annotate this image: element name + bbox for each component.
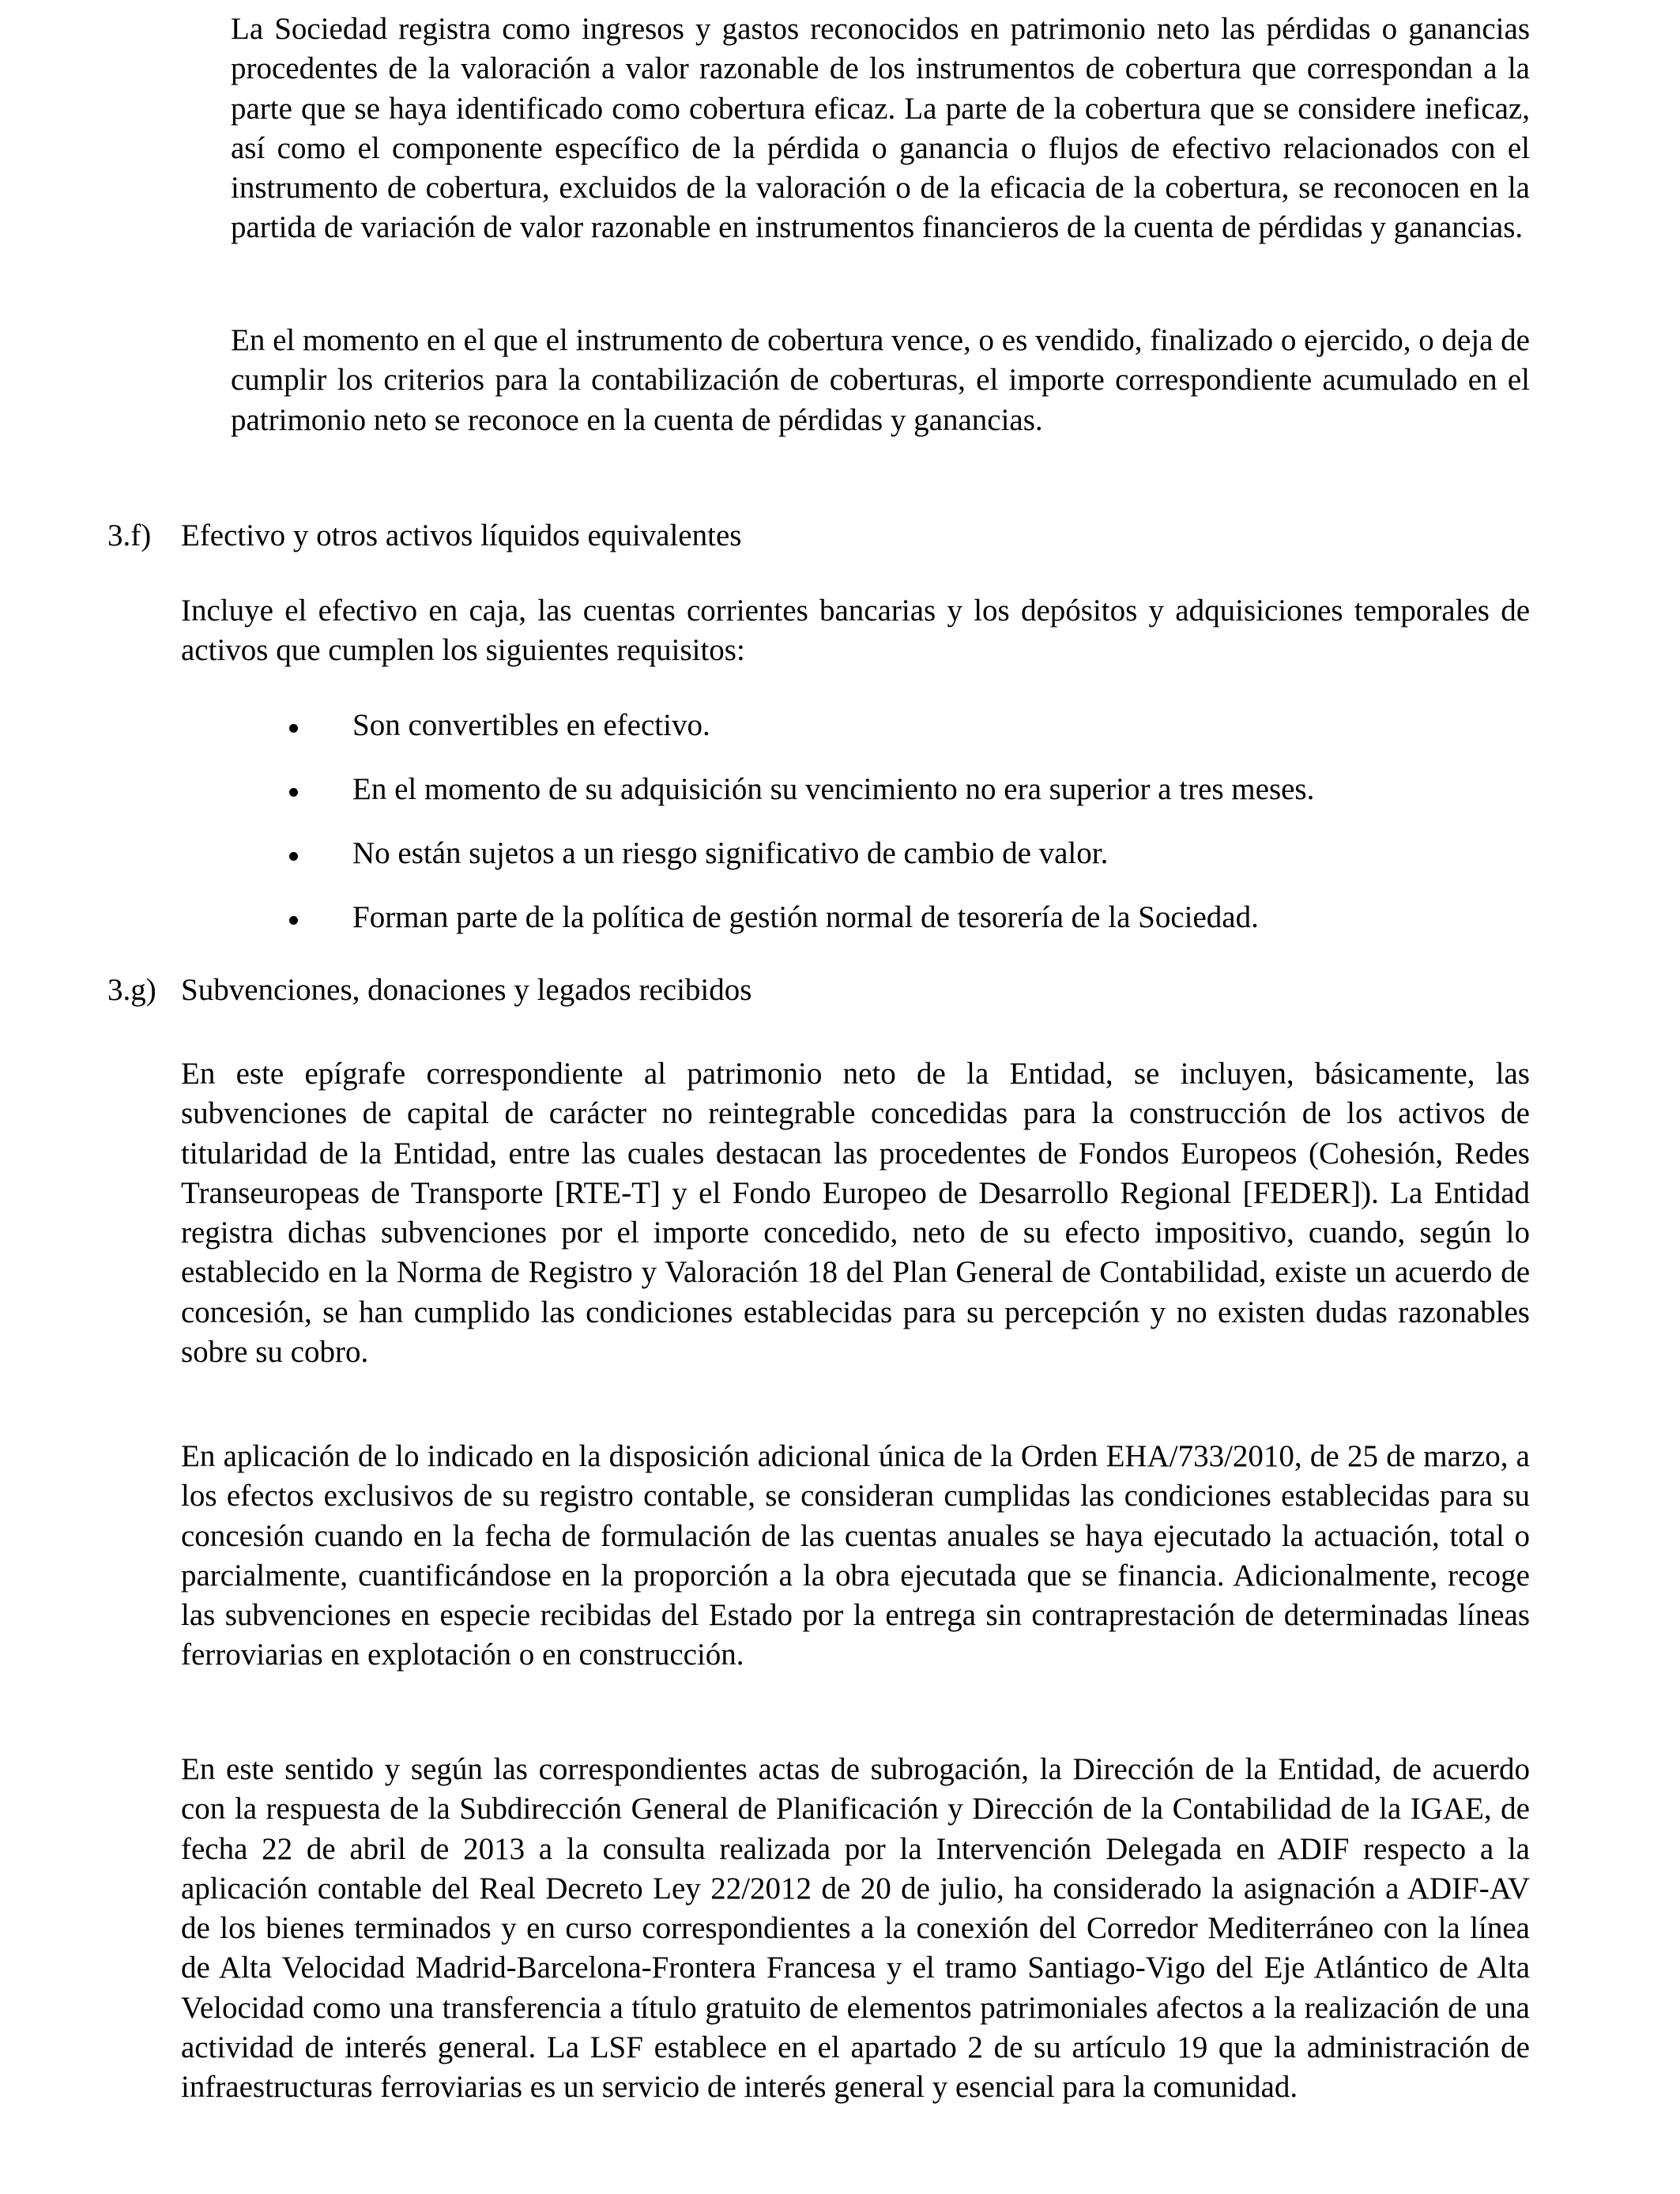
- bullet-icon: [289, 724, 298, 733]
- section-title: Subvenciones, donaciones y legados recibidos: [181, 973, 752, 1007]
- paragraph-grants-order: En aplicación de lo indicado en la disposición adicional única de la Orden EHA/733/2010, de 25 de marzo, a los efectos exclusivos de su registro contable, se consideran cumplidas las condiciones establecidas para su concesión cuando en la fecha de formulación de las cuentas anuales se haya ejecutado la actuación, total o parcialmente, cuantificándose en la proporción a la obra ejecutada que se financia. Adicionalmente, recoge las subvenciones en especie recibidas del Estado por la entrega sin contraprestación de determinadas líneas ferroviarias en explotación o en construcción.: [181, 1439, 1530, 1672]
- bullet-icon: [289, 852, 298, 861]
- section-heading-3g: [107, 971, 1056, 1010]
- list-item-text: Forman parte de la política de gestión normal de tesorería de la Sociedad.: [352, 900, 1259, 934]
- paragraph-grants-description: En este epígrafe correspondiente al patrimonio neto de la Entidad, se incluyen, básicamente, las subvenciones de capital de carácter no reintegrable concedidas para la construcción de los activos de titularidad de la Entidad, entre las cuales destacan las procedentes de Fondos Europeos (Cohesión, Redes Transeuropeas de Transporte [RTE-T] y el Fondo Europeo de Desarrollo Regional [FEDER]). La Entidad registra dichas subvenciones por el importe concedido, neto de su efecto impositivo, cuando, según lo establecido en la Norma de Registro y Valoración 18 del Plan General de Contabilidad, existe un acuerdo de concesión, se han cumplido las condiciones establecidas para su percepción y no existen dudas razonables sobre su cobro.: [181, 1057, 1530, 1370]
- bullet-icon: [289, 916, 298, 925]
- list-item: [284, 770, 1549, 834]
- paragraph-hedge-recognition: La Sociedad registra como ingresos y gastos reconocidos en patrimonio neto las pérdidas o ganancias procedentes de la valoración a valor razonable de los instrumentos de cobertura que correspondan a la parte que se haya identificado como cobertura eficaz. La parte de la cobertura que se considere ineficaz, así como el componente específico de la pérdida o ganancia o flujos de efectivo relacionados con el instrumento de cobertura, excluidos de la valoración o de la eficacia de la cobertura, se reconocen en la partida de variación de valor razonable en instrumentos financieros de la cuenta de pérdidas y ganancias.: [231, 12, 1530, 245]
- paragraph-hedge-expiry: En el momento en el que el instrumento de cobertura vence, o es vendido, finalizado o ejercido, o deja de cumplir los criterios para la contabilización de coberturas, el importe correspondiente acumulado en el patrimonio neto se reconoce en la cuenta de pérdidas y ganancias.: [231, 323, 1530, 437]
- paragraph-grants-subrogation: En este sentido y según las correspondientes actas de subrogación, la Dirección de la Entidad, de acuerdo con la respuesta de la Subdirección General de Planificación y Dirección de la Contabilidad de la IGAE, de fecha 22 de abril de 2013 a la consulta realizada por la Intervención Delegada en ADIF respecto a la aplicación contable del Real Decreto Ley 22/2012 de 20 de julio, ha considerado la asignación a ADIF-AV de los bienes terminados y en curso correspondientes a la conexión del Corredor Mediterráneo con la línea de Alta Velocidad Madrid-Barcelona-Frontera Francesa y el tramo Santiago-Vigo del Eje Atlántico de Alta Velocidad como una transferencia a título gratuito de elementos patrimoniales afectos a la realización de una actividad de interés general. La LSF establece en el apartado 2 de su artículo 19 que la administración de infraestructuras ferroviarias es un servicio de interés general y esencial para la comunidad.: [181, 1752, 1530, 2105]
- list-item-text: En el momento de su adquisición su vencimiento no era superior a tres meses.: [352, 772, 1315, 806]
- list-item-text: Son convertibles en efectivo.: [352, 708, 710, 742]
- section-number: 3.g): [107, 973, 156, 1007]
- requirements-list: [284, 706, 1549, 962]
- bullet-icon: [289, 788, 298, 797]
- list-item-text: No están sujetos a un riesgo significativo de cambio de valor.: [352, 836, 1109, 870]
- section-heading-3f: [107, 516, 1056, 556]
- paragraph-cash-definition: Incluye el efectivo en caja, las cuentas corrientes bancarias y los depósitos y adquisiciones temporales de activos que cumplen los siguientes requisitos:: [181, 594, 1530, 668]
- section-number: 3.f): [107, 518, 152, 552]
- list-item: [284, 834, 1549, 898]
- section-title: Efectivo y otros activos líquidos equivalentes: [181, 518, 742, 552]
- list-item: [284, 706, 1549, 770]
- list-item: [284, 898, 1549, 962]
